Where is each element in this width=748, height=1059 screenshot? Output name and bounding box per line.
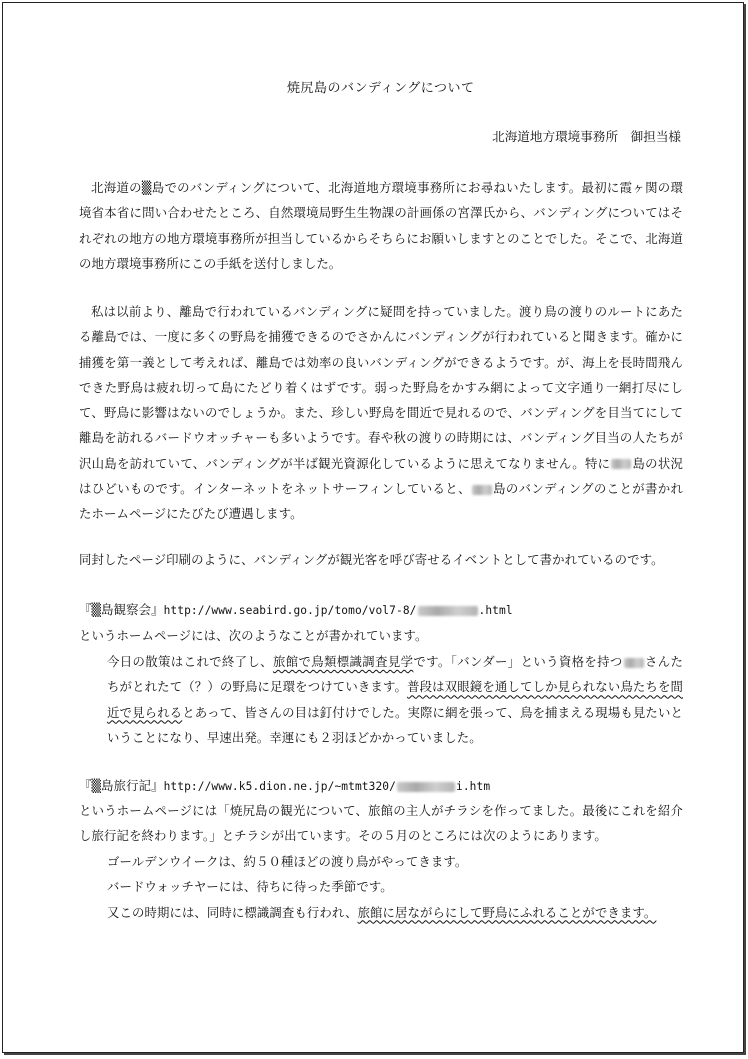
underlined-phrase: 旅館で鳥類標識調査見学 [272,654,414,669]
flyer-line: 又この時期には、同時に標識調査も行われ、旅館に居ながらにして野鳥にふれることができます。 [107,904,657,920]
quote-observation-page: 今日の散策はこれで終了し、旅館で鳥類標識調査見学です。「バンダー」という資格を持つ さんたちがとれたて（？）の野鳥に足環をつけていきます。普段は双眼鏡を通してしか見られない鳥たちを間近で見られるとあって、皆さんの目は釘付けでした。実際に網を張って、鳥を捕まえる現場も見たいということになり、早速出発。幸運にも２羽ほどかかっていました。 [107,654,683,745]
redacted-island-name [611,459,631,469]
source2-heading: 『▒島旅行記』http://www.k5.dion.ne.jp/~mtmt320/ i.htm [79,778,491,793]
quote-travel-flyer [107,849,683,925]
redacted-url-part [397,782,455,792]
underlined-phrase: 普段は双眼鏡を通してしか見られない鳥たちを間近で見られる [107,679,683,720]
paragraph-enclosure-note: 同封したページ印刷のように、バンディングが観光客を呼び寄せるイベントとして書かれているのです。 [79,552,664,567]
document-title: 焼尻島のバンディングについて [287,81,475,96]
recipient-line: 北海道地方環境事務所 御担当様 [492,129,681,144]
source2-intro: というホームページには「焼尻島の観光について、旅館の主人がチラシを作ってました。最後にこれを紹介し旅行記を終わります。」とチラシが出ています。その５月のところには次のようにあります。 [79,803,683,844]
paragraph-concern: 私は以前より、離島で行われているバンディングに疑問を持っていました。渡り鳥の渡りのルートにあたる離島では、一度に多くの野鳥を捕獲できるのでさかんにバンディングが行われていると聞きます。確かに捕獲を第一義として考えれば、離島では効率の良いバンディングができるようです。が、海上を長時間飛んできた野鳥は疲れ切って島にたどり着くはずです。弱った野鳥をかすみ網によって文字通り一網打尽にして、野鳥に影響はないのでしょうか。また、珍しい野鳥を間近で見れるので、バンディングを目当てにして離島を訪れるバードウオッチャーも多いようです。春や秋の渡りの時期には、バンディング目当の人たちが沢山島を訪れていて、バンディングが半ば観光資源化しているように思えてなりません。特に 島の状況はひどいものです。インターネットをネットサーフィンしていると、 島のバンディングのことが書かれたホームページにたびたび遭遇します。 [79,304,683,522]
source1-intro: というホームページには、次のようなことが書かれています。 [79,628,428,643]
source2-url: http://www.k5.dion.ne.jp/~mtmt320/ i.htm [163,780,491,793]
source1-heading: 『▒島観察会』http://www.seabird.go.jp/tomo/vol7-8/ .html [79,602,513,617]
underlined-phrase: 旅館に居ながらにして野鳥にふれることができます。 [357,904,657,920]
source1-url: http://www.seabird.go.jp/tomo/vol7-8/ .html [163,604,513,617]
paragraph-intro: 北海道の▒島でのバンディングについて、北海道地方環境事務所にお尋ねいたします。最初に霞ヶ関の環境省本省に問い合わせたところ、自然環境局野生生物課の計画係の宮澤氏から、バンディングについてはそれぞれの地方の地方環境事務所が担当しているからそちらにお願いしますとのことでした。そこで、北海道の地方環境事務所にこの手紙を送付しました。 [79,180,683,271]
flyer-line: ゴールデンウイークは、約５０種ほどの渡り鳥がやってきます。 [107,854,468,869]
document-page [2,2,744,1053]
flyer-line: バードウォッチヤーには、待ちに待った季節です。 [107,879,393,895]
redacted-name [624,658,644,668]
redacted-island-name [472,485,492,495]
redacted-url-part [418,606,478,616]
